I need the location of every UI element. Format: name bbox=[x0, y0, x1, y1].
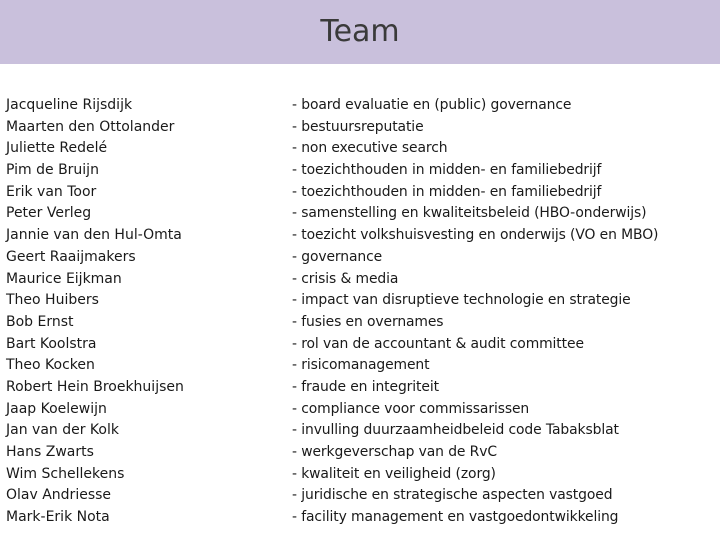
expertise-topic: - fraude en integriteit bbox=[292, 378, 439, 395]
team-member-name: Bart Koolstra bbox=[6, 335, 97, 352]
team-member-name: Maarten den Ottolander bbox=[6, 118, 175, 135]
team-member-name: Erik van Toor bbox=[6, 183, 97, 200]
expertise-topic: - toezichthouden in midden- en familiebedrijf bbox=[292, 183, 602, 200]
team-names-list bbox=[6, 95, 276, 529]
team-member-name: Jan van der Kolk bbox=[6, 422, 119, 439]
team-member-name: Jacqueline Rijsdijk bbox=[6, 97, 133, 113]
expertise-topic: - rol van de accountant & audit committee bbox=[292, 335, 584, 352]
team-member-name: Bob Ernst bbox=[6, 313, 74, 330]
expertise-topic: - fusies en overnames bbox=[292, 313, 444, 330]
expertise-topic: - invulling duurzaamheidbeleid code Tabaksblat bbox=[292, 422, 619, 439]
expertise-topic: - board evaluatie en (public) governance bbox=[292, 97, 572, 113]
team-member-name: Robert Hein Broekhuijsen bbox=[6, 378, 184, 395]
expertise-topic: - governance bbox=[292, 248, 383, 265]
expertise-topic: - toezichthouden in midden- en familiebedrijf bbox=[292, 162, 602, 179]
expertise-topic: - compliance voor commissarissen bbox=[292, 400, 530, 417]
expertise-topic: - crisis & media bbox=[292, 270, 399, 287]
page-title: Team bbox=[320, 14, 400, 49]
team-member-name: Hans Zwarts bbox=[6, 444, 94, 460]
expertise-topic: - facility management en vastgoedontwikkeling bbox=[292, 509, 619, 526]
team-member-name: Theo Kocken bbox=[6, 357, 95, 374]
team-member-name: Juliette Redelé bbox=[6, 140, 108, 157]
team-member-name: Theo Huibers bbox=[6, 292, 99, 309]
expertise-topic: - bestuursreputatie bbox=[292, 118, 424, 135]
team-member-name: Geert Raaijmakers bbox=[6, 248, 136, 265]
expertise-topic: - juridische en strategische aspecten vastgoed bbox=[292, 487, 613, 504]
team-member-name: Wim Schellekens bbox=[6, 465, 125, 482]
expertise-topic: - toezicht volkshuisvesting en onderwijs (VO en MBO) bbox=[292, 227, 659, 244]
team-member-name: Jaap Koelewijn bbox=[6, 400, 107, 417]
expertise-topic: - impact van disruptieve technologie en strategie bbox=[292, 292, 631, 309]
expertise-topic: - samenstelling en kwaliteitsbeleid (HBO-onderwijs) bbox=[292, 205, 647, 222]
expertise-topic: - kwaliteit en veiligheid (zorg) bbox=[292, 465, 496, 482]
team-member-name: Mark-Erik Nota bbox=[6, 509, 110, 526]
expertise-topic: - werkgeverschap van de RvC bbox=[292, 444, 497, 460]
team-member-name: Peter Verleg bbox=[6, 205, 92, 222]
expertise-topic: - risicomanagement bbox=[292, 357, 430, 374]
team-member-name: Maurice Eijkman bbox=[6, 270, 122, 287]
team-member-name: Pim de Bruijn bbox=[6, 162, 99, 179]
expertise-topics-list bbox=[292, 95, 716, 529]
expertise-topic: - non executive search bbox=[292, 140, 448, 157]
team-member-name: Jannie van den Hul-Omta bbox=[6, 227, 182, 244]
team-member-name: Olav Andriesse bbox=[6, 487, 112, 504]
